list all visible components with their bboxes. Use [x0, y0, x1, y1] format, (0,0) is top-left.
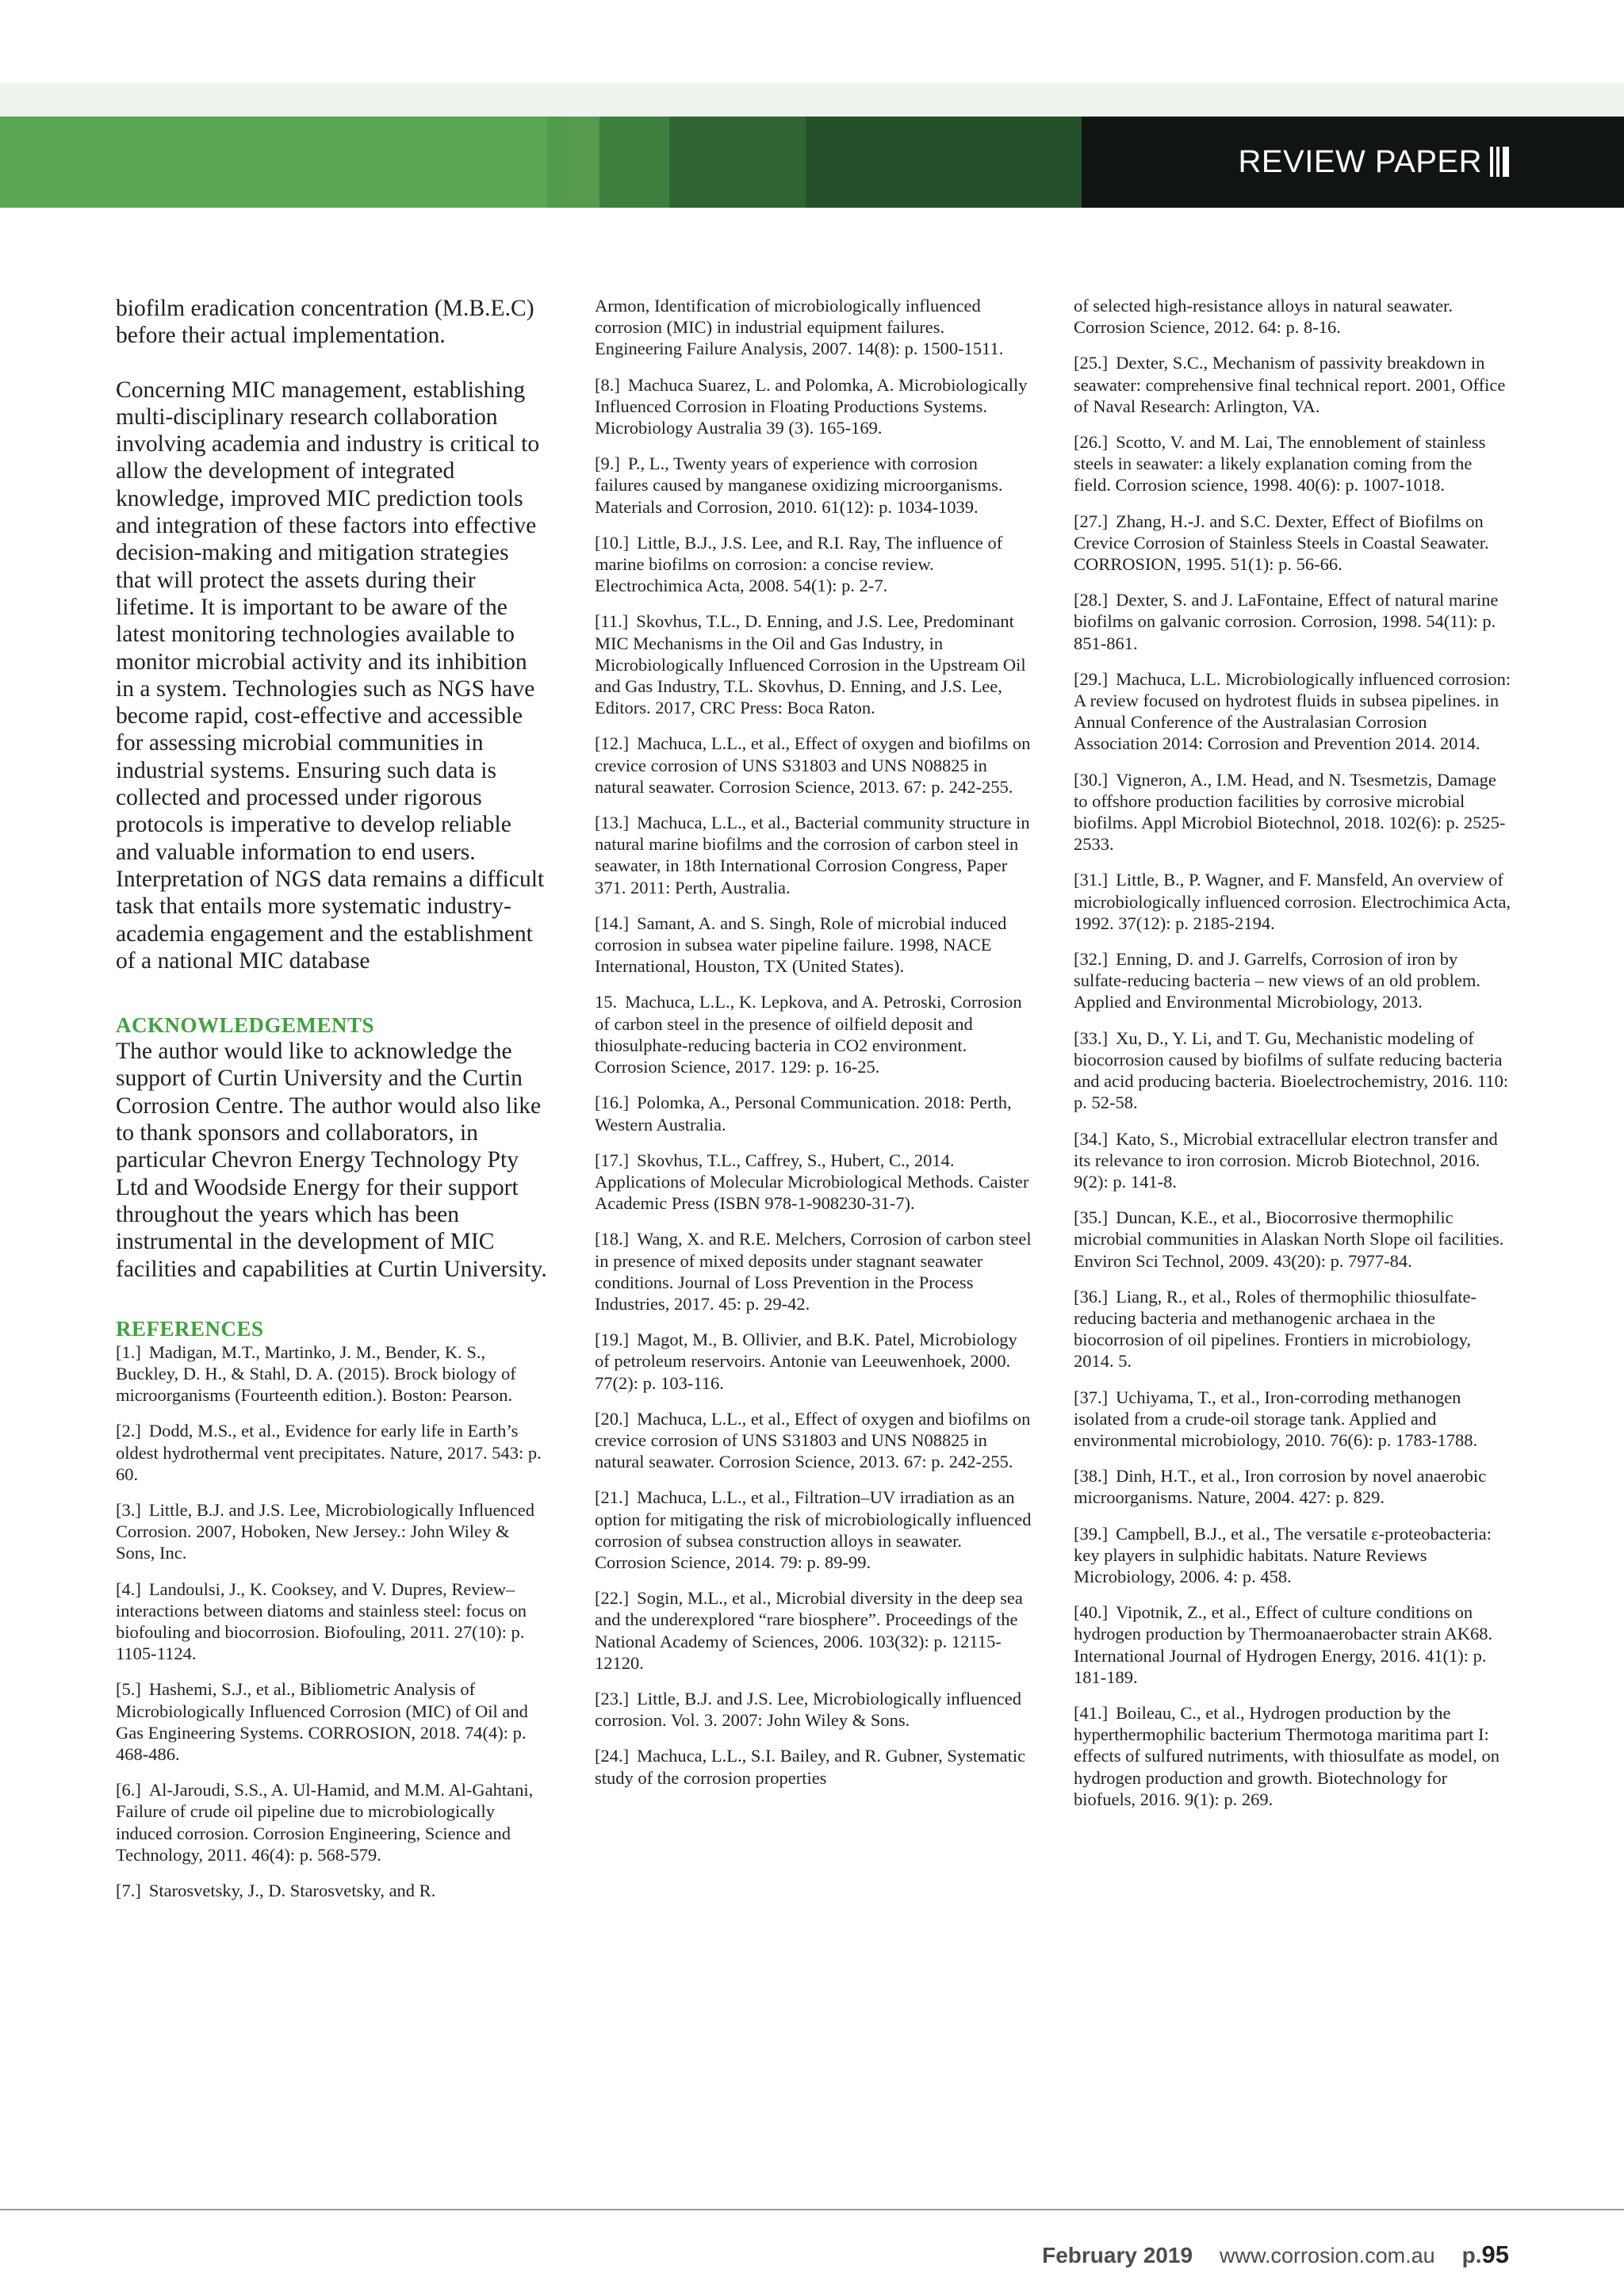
- section-label: [1238, 140, 1509, 184]
- page-top-margin: [0, 0, 1624, 83]
- reference-text: Vipotnik, Z., et al., Effect of culture conditions on hydrogen production by Thermoanaerobacter strain AK68. International Journal of Hydrogen Energy, 2016. 41(1): p. 181-189.: [1074, 1602, 1493, 1687]
- reference-item: [1074, 1207, 1511, 1272]
- reference-number: [10.]: [595, 532, 630, 553]
- reference-text: Wang, X. and R.E. Melchers, Corrosion of carbon steel in presence of mixed deposits under stagnant seawater conditions. Journal of Loss Prevention in the Process Industries, 2017. 45: p. 29-42.: [595, 1229, 1032, 1314]
- reference-text: Skovhus, T.L., Caffrey, S., Hubert, C., 2014. Applications of Molecular Microbiological Methods. Caister Academic Press (ISBN 978-1-908230-31-7).: [595, 1150, 1029, 1214]
- reference-text: Machuca, L.L., K. Lepkova, and A. Petroski, Corrosion of carbon steel in the presence of oilfield deposit and thiosulphate-reducing bacteria in CO2 environment. Corrosion Science, 2017. 129: p. 16-25.: [595, 992, 1022, 1077]
- reference-number: [39.]: [1074, 1523, 1109, 1544]
- reference-item: [595, 1329, 1032, 1394]
- reference-item: [595, 1408, 1032, 1473]
- reference-item: [595, 532, 1032, 597]
- issue-date: February 2019: [1042, 2243, 1193, 2267]
- page-number-value: 95: [1481, 2241, 1509, 2268]
- reference-item: [595, 733, 1032, 798]
- reference-text: Hashemi, S.J., et al., Bibliometric Analysis of Microbiologically Influenced Corrosion (MIC) of Oil and Gas Engineering Systems. CORROSION, 2018. 74(4): p. 468-486.: [116, 1679, 528, 1765]
- reference-item: [1074, 1027, 1511, 1114]
- reference-number: [16.]: [595, 1093, 630, 1113]
- reference-number: [35.]: [1074, 1207, 1109, 1228]
- reference-number: [13.]: [595, 813, 630, 833]
- reference-number: [9.]: [595, 453, 620, 474]
- reference-number: [5.]: [116, 1679, 141, 1700]
- reference-number: [40.]: [1074, 1602, 1109, 1623]
- footer-divider: [0, 2209, 1624, 2210]
- reference-item: [116, 1341, 549, 1406]
- reference-text: Machuca, L.L., et al., Effect of oxygen and biofilms on crevice corrosion of UNS S31803 and UNS N08825 in natural seawater. Corrosion Science, 2013. 67: p. 242-255.: [595, 733, 1031, 797]
- reference-list: [1074, 352, 1511, 1810]
- reference-item: [595, 610, 1032, 718]
- reference-number: [11.]: [595, 611, 629, 632]
- reference-item: [1074, 1286, 1511, 1372]
- reference-item: [1074, 1465, 1511, 1508]
- column-3: [1074, 295, 1511, 1824]
- reference-text: Enning, D. and J. Garrelfs, Corrosion of iron by sulfate-reducing bacteria – new views of an old problem. Applied and Environmental Microbiology, 2013.: [1074, 949, 1480, 1012]
- reference-text: Sogin, M.L., et al., Microbial diversity in the deep sea and the underexplored “rare biosphere”. Proceedings of the National Academy of Sciences, 2006. 103(32): p. 12115-12120.: [595, 1588, 1023, 1673]
- reference-text: Xu, D., Y. Li, and T. Gu, Mechanistic modeling of biocorrosion caused by biofilms of sulfate reducing bacteria and acid producing bacteria. Bioelectrochemistry, 2016. 110: p. 52-58.: [1074, 1027, 1509, 1113]
- reference-text: Vigneron, A., I.M. Head, and N. Tsesmetzis, Damage to offshore production facilities by corrosive microbial biofilms. Appl Microbiol Biotechnol, 2018. 102(6): p. 2525-2533.: [1074, 769, 1506, 855]
- reference-text: Starosvetsky, J., D. Starosvetsky, and R.: [148, 1881, 436, 1901]
- reference-number: [1.]: [116, 1341, 141, 1362]
- reference-text: P., L., Twenty years of experience with corrosion failures caused by manganese oxidizing microorganisms. Materials and Corrosion, 2010. 61(12): p. 1034-1039.: [595, 453, 1003, 517]
- reference-item: [1074, 1387, 1511, 1452]
- header-pale-strip: [0, 83, 1624, 117]
- reference-number: [2.]: [116, 1421, 141, 1441]
- reference-item: [1074, 511, 1511, 576]
- reference-number: [24.]: [595, 1746, 630, 1766]
- page-prefix: p.: [1461, 2243, 1482, 2267]
- reference-continuation: of selected high-resistance alloys in natural seawater. Corrosion Science, 2012. 64: p. 8-16.: [1074, 296, 1453, 338]
- reference-item: [1074, 948, 1511, 1013]
- reference-item: [1074, 352, 1511, 417]
- reference-item: [116, 1499, 549, 1564]
- website-link[interactable]: www.corrosion.com.au: [1220, 2244, 1435, 2267]
- reference-item: [595, 812, 1032, 898]
- reference-number: [3.]: [116, 1500, 141, 1521]
- reference-text: Machuca, L.L. Microbiologically influenced corrosion: A review focused on hydrotest fluids in subsea pipelines. in Annual Conference of the Australasian Corrosion Association 2014: Corrosion and Prevention 2014. 2014.: [1074, 668, 1511, 754]
- reference-number: [34.]: [1074, 1128, 1109, 1149]
- reference-number: [30.]: [1074, 769, 1109, 790]
- reference-number: [8.]: [595, 374, 620, 395]
- references-heading: REFERENCES: [116, 1316, 264, 1341]
- reference-item: [1074, 589, 1511, 654]
- reference-number: [18.]: [595, 1229, 630, 1249]
- reference-number: 15.: [595, 992, 618, 1012]
- body-paragraph: biofilm eradication concentration (M.B.E.C) before their actual implementation.: [116, 296, 534, 349]
- section-label-text: REVIEW PAPER: [1238, 144, 1482, 179]
- acknowledgements-text: The author would like to acknowledge the support of Curtin University and the Curtin Corrosion Centre. The author would also like to thank sponsors and collaborators, in particular Chevron Energy Technology Pty Ltd and Woodside Energy for their support throughout the years which has been instrumental in the development of MIC facilities and capabilities at Curtin University.: [116, 1039, 547, 1282]
- reference-text: Dinh, H.T., et al., Iron corrosion by novel anaerobic microorganisms. Nature, 2004. 427: p. 829.: [1074, 1466, 1487, 1508]
- reference-number: [37.]: [1074, 1387, 1109, 1407]
- reference-number: [29.]: [1074, 668, 1109, 689]
- reference-text: Kato, S., Microbial extracellular electron transfer and its relevance to iron corrosion. Microb Biotechnol, 2016. 9(2): p. 141-8.: [1074, 1128, 1498, 1192]
- column-1: [116, 295, 549, 1915]
- reference-item: [1074, 1601, 1511, 1688]
- reference-item: [1074, 668, 1511, 755]
- reference-number: [23.]: [595, 1688, 630, 1709]
- reference-item: [595, 1688, 1032, 1731]
- reference-item: [116, 1420, 549, 1485]
- reference-text: Campbell, B.J., et al., The versatile ε-proteobacteria: key players in sulphidic habitats. Nature Reviews Microbiology, 2006. 4: p. 458.: [1074, 1523, 1492, 1586]
- reference-text: Little, B.J. and J.S. Lee, Microbiologically Influenced Corrosion. 2007, Hoboken, New Jersey.: John Wiley & Sons, Inc.: [116, 1500, 535, 1563]
- reference-item: [116, 1880, 549, 1901]
- reference-text: Magot, M., B. Ollivier, and B.K. Patel, Microbiology of petroleum reservoirs. Antonie van Leeuwenhoek, 2000. 77(2): p. 103-116.: [595, 1330, 1017, 1393]
- reference-text: Machuca, L.L., et al., Bacterial community structure in natural marine biofilms and the corrosion of carbon steel in seawater, in 18th International Corrosion Congress, Paper 371. 2011: Perth, Australia.: [595, 813, 1030, 897]
- page-number: [1462, 2241, 1509, 2269]
- reference-item: [595, 453, 1032, 518]
- reference-text: Liang, R., et al., Roles of thermophilic thiosulfate-reducing bacteria and methanogenic archaea in the biocorrosion of oil pipelines. Frontiers in microbiology, 2014. 5.: [1074, 1286, 1477, 1372]
- reference-text: Uchiyama, T., et al., Iron-corroding methanogen isolated from a crude-oil storage tank. Applied and environmental microbiology, 2010. 76(6): p. 1783-1788.: [1074, 1387, 1478, 1450]
- reference-text: Machuca, L.L., et al., Effect of oxygen and biofilms on crevice corrosion of UNS S31803 and UNS N08825 in natural seawater. Corrosion Science, 2013. 67: p. 242-255.: [595, 1408, 1031, 1472]
- reference-text: Machuca, L.L., et al., Filtration–UV irradiation as an option for mitigating the risk of microbiologically influenced corrosion of subsea construction alloys in seawater. Corrosion Science, 2014. 79: p. 89-99.: [595, 1487, 1032, 1572]
- reference-number: [14.]: [595, 913, 630, 933]
- reference-list: [116, 1341, 549, 1901]
- reference-item: [116, 1678, 549, 1765]
- reference-number: [26.]: [1074, 432, 1109, 453]
- reference-item: [595, 1092, 1032, 1135]
- column-2: [595, 295, 1032, 1803]
- reference-number: [21.]: [595, 1487, 630, 1508]
- reference-item: [116, 1779, 549, 1866]
- page-footer: [1042, 2241, 1509, 2269]
- reference-continuation: Armon, Identification of microbiologically influenced corrosion (MIC) in industrial equipment failures. Engineering Failure Analysis, 2007. 14(8): p. 1500-1511.: [595, 296, 1004, 359]
- reference-text: Dexter, S. and J. LaFontaine, Effect of natural marine biofilms on galvanic corrosion. Corrosion, 1998. 54(11): p. 851-861.: [1074, 590, 1499, 653]
- reference-item: [1074, 1128, 1511, 1193]
- reference-item: [1074, 1702, 1511, 1810]
- reference-number: [6.]: [116, 1780, 141, 1800]
- reference-number: [28.]: [1074, 590, 1109, 610]
- reference-text: Little, B.J., J.S. Lee, and R.I. Ray, The influence of marine biofilms on corrosion: a concise review. Electrochimica Acta, 2008. 54(1): p. 2-7.: [595, 532, 1003, 596]
- reference-item: [1074, 431, 1511, 496]
- reference-text: Polomka, A., Personal Communication. 2018: Perth, Western Australia.: [595, 1093, 1012, 1135]
- reference-number: [19.]: [595, 1330, 630, 1350]
- reference-item: [595, 1228, 1032, 1314]
- reference-text: Scotto, V. and M. Lai, The ennoblement of stainless steels in seawater: a likely explanation coming from the field. Corrosion science, 1998. 40(6): p. 1007-1018.: [1074, 432, 1486, 496]
- reference-number: [33.]: [1074, 1027, 1109, 1048]
- reference-text: Little, B., P. Wagner, and F. Mansfeld, An overview of microbiologically influenced corrosion. Electrochimica Acta, 1992. 37(12): p. 2185-2194.: [1074, 870, 1511, 933]
- reference-number: [41.]: [1074, 1702, 1109, 1723]
- reference-text: Zhang, H.-J. and S.C. Dexter, Effect of Biofilms on Crevice Corrosion of Stainless Steels in Coastal Seawater. CORROSION, 1995. 51(1): p. 56-66.: [1074, 511, 1489, 575]
- reference-item: [1074, 769, 1511, 855]
- three-bars-icon: [1490, 147, 1509, 177]
- reference-text: Duncan, K.E., et al., Biocorrosive thermophilic microbial communities in Alaskan North Slope oil facilities. Environ Sci Technol, 2009. 43(20): p. 7977-84.: [1074, 1207, 1504, 1271]
- reference-text: Machuca Suarez, L. and Polomka, A. Microbiologically Influenced Corrosion in Floating Productions Systems. Microbiology Australia 39 (3). 165-169.: [595, 374, 1028, 438]
- reference-item: [1074, 869, 1511, 934]
- reference-text: Boileau, C., et al., Hydrogen production by the hyperthermophilic bacterium Thermotoga maritima part I: effects of sulfured nutriments, with thiosulfate as model, on hydrogen production and growth. Biotechnology for biofuels, 2016. 9(1): p. 269.: [1074, 1702, 1500, 1809]
- reference-number: [7.]: [116, 1881, 141, 1901]
- reference-number: [38.]: [1074, 1466, 1109, 1487]
- reference-number: [20.]: [595, 1408, 630, 1429]
- reference-number: [27.]: [1074, 511, 1109, 531]
- reference-number: [36.]: [1074, 1286, 1109, 1307]
- reference-item: [1074, 1523, 1511, 1588]
- reference-number: [25.]: [1074, 353, 1109, 373]
- reference-item: [116, 1578, 549, 1665]
- reference-text: Samant, A. and S. Singh, Role of microbial induced corrosion in subsea water pipeline failure. 1998, NACE International, Houston, TX (United States).: [595, 913, 1007, 977]
- reference-number: [22.]: [595, 1588, 630, 1609]
- reference-item: [595, 1487, 1032, 1573]
- reference-text: Landoulsi, J., K. Cooksey, and V. Dupres, Review–interactions between diatoms and stainless steel: focus on biofouling and biocorrosion. Biofouling, 2011. 27(10): p. 1105-1124.: [116, 1578, 527, 1664]
- reference-number: [4.]: [116, 1578, 141, 1599]
- reference-text: Madigan, M.T., Martinko, J. M., Bender, K. S., Buckley, D. H., & Stahl, D. A. (2015). Brock biology of microorganisms (Fourteenth edition.). Boston: Pearson.: [116, 1341, 516, 1406]
- reference-item: [595, 1587, 1032, 1674]
- reference-text: Machuca, L.L., S.I. Bailey, and R. Gubner, Systematic study of the corrosion properties: [595, 1746, 1026, 1788]
- reference-number: [17.]: [595, 1150, 630, 1170]
- reference-text: Al-Jaroudi, S.S., A. Ul-Hamid, and M.M. Al-Gahtani, Failure of crude oil pipeline due to microbiologically induced corrosion. Corrosion Engineering, Science and Technology, 2011. 46(4): p. 568-579.: [116, 1780, 534, 1865]
- reference-text: Little, B.J. and J.S. Lee, Microbiologically influenced corrosion. Vol. 3. 2007: John Wiley & Sons.: [595, 1688, 1022, 1731]
- reference-item: [595, 374, 1032, 439]
- reference-item: [595, 913, 1032, 978]
- reference-list: [595, 374, 1032, 1789]
- reference-text: Dodd, M.S., et al., Evidence for early life in Earth’s oldest hydrothermal vent precipitates. Nature, 2017. 543: p. 60.: [116, 1421, 542, 1484]
- reference-item: [595, 1745, 1032, 1788]
- body-paragraph: Concerning MIC management, establishing multi-disciplinary research collaboration involving academia and industry is critical to allow the development of integrated knowledge, improved MIC prediction tools and integration of these factors into effective decision-making and mitigation strategies that will protect the assets during their lifetime. It is important to be aware of the latest monitoring technologies available to monitor microbial activity and its inhibition in a system. Technologies such as NGS have become rapid, cost-effective and accessible for assessing microbial communities in industrial systems. Ensuring such data is collected and processed under rigorous protocols is imperative to develop reliable and valuable information to end users. Interpretation of NGS data remains a difficult task that entails more systematic industry-academia engagement and the establishment of a national MIC database: [116, 377, 545, 974]
- reference-number: [12.]: [595, 733, 630, 754]
- reference-text: Skovhus, T.L., D. Enning, and J.S. Lee, Predominant MIC Mechanisms in the Oil and Gas Industry, in Microbiologically Influenced Corrosion in the Upstream Oil and Gas Industry, T.L. Skovhus, D. Enning, and J.S. Lee, Editors. 2017, CRC Press: Boca Raton.: [595, 611, 1026, 718]
- reference-number: [31.]: [1074, 870, 1109, 890]
- acknowledgements-heading: ACKNOWLEDGEMENTS: [116, 1013, 375, 1038]
- reference-item: [595, 991, 1032, 1077]
- reference-number: [32.]: [1074, 949, 1109, 970]
- reference-item: [595, 1150, 1032, 1215]
- reference-text: Dexter, S.C., Mechanism of passivity breakdown in seawater: comprehensive final technical report. 2001, Office of Naval Research: Arlington, VA.: [1074, 353, 1506, 416]
